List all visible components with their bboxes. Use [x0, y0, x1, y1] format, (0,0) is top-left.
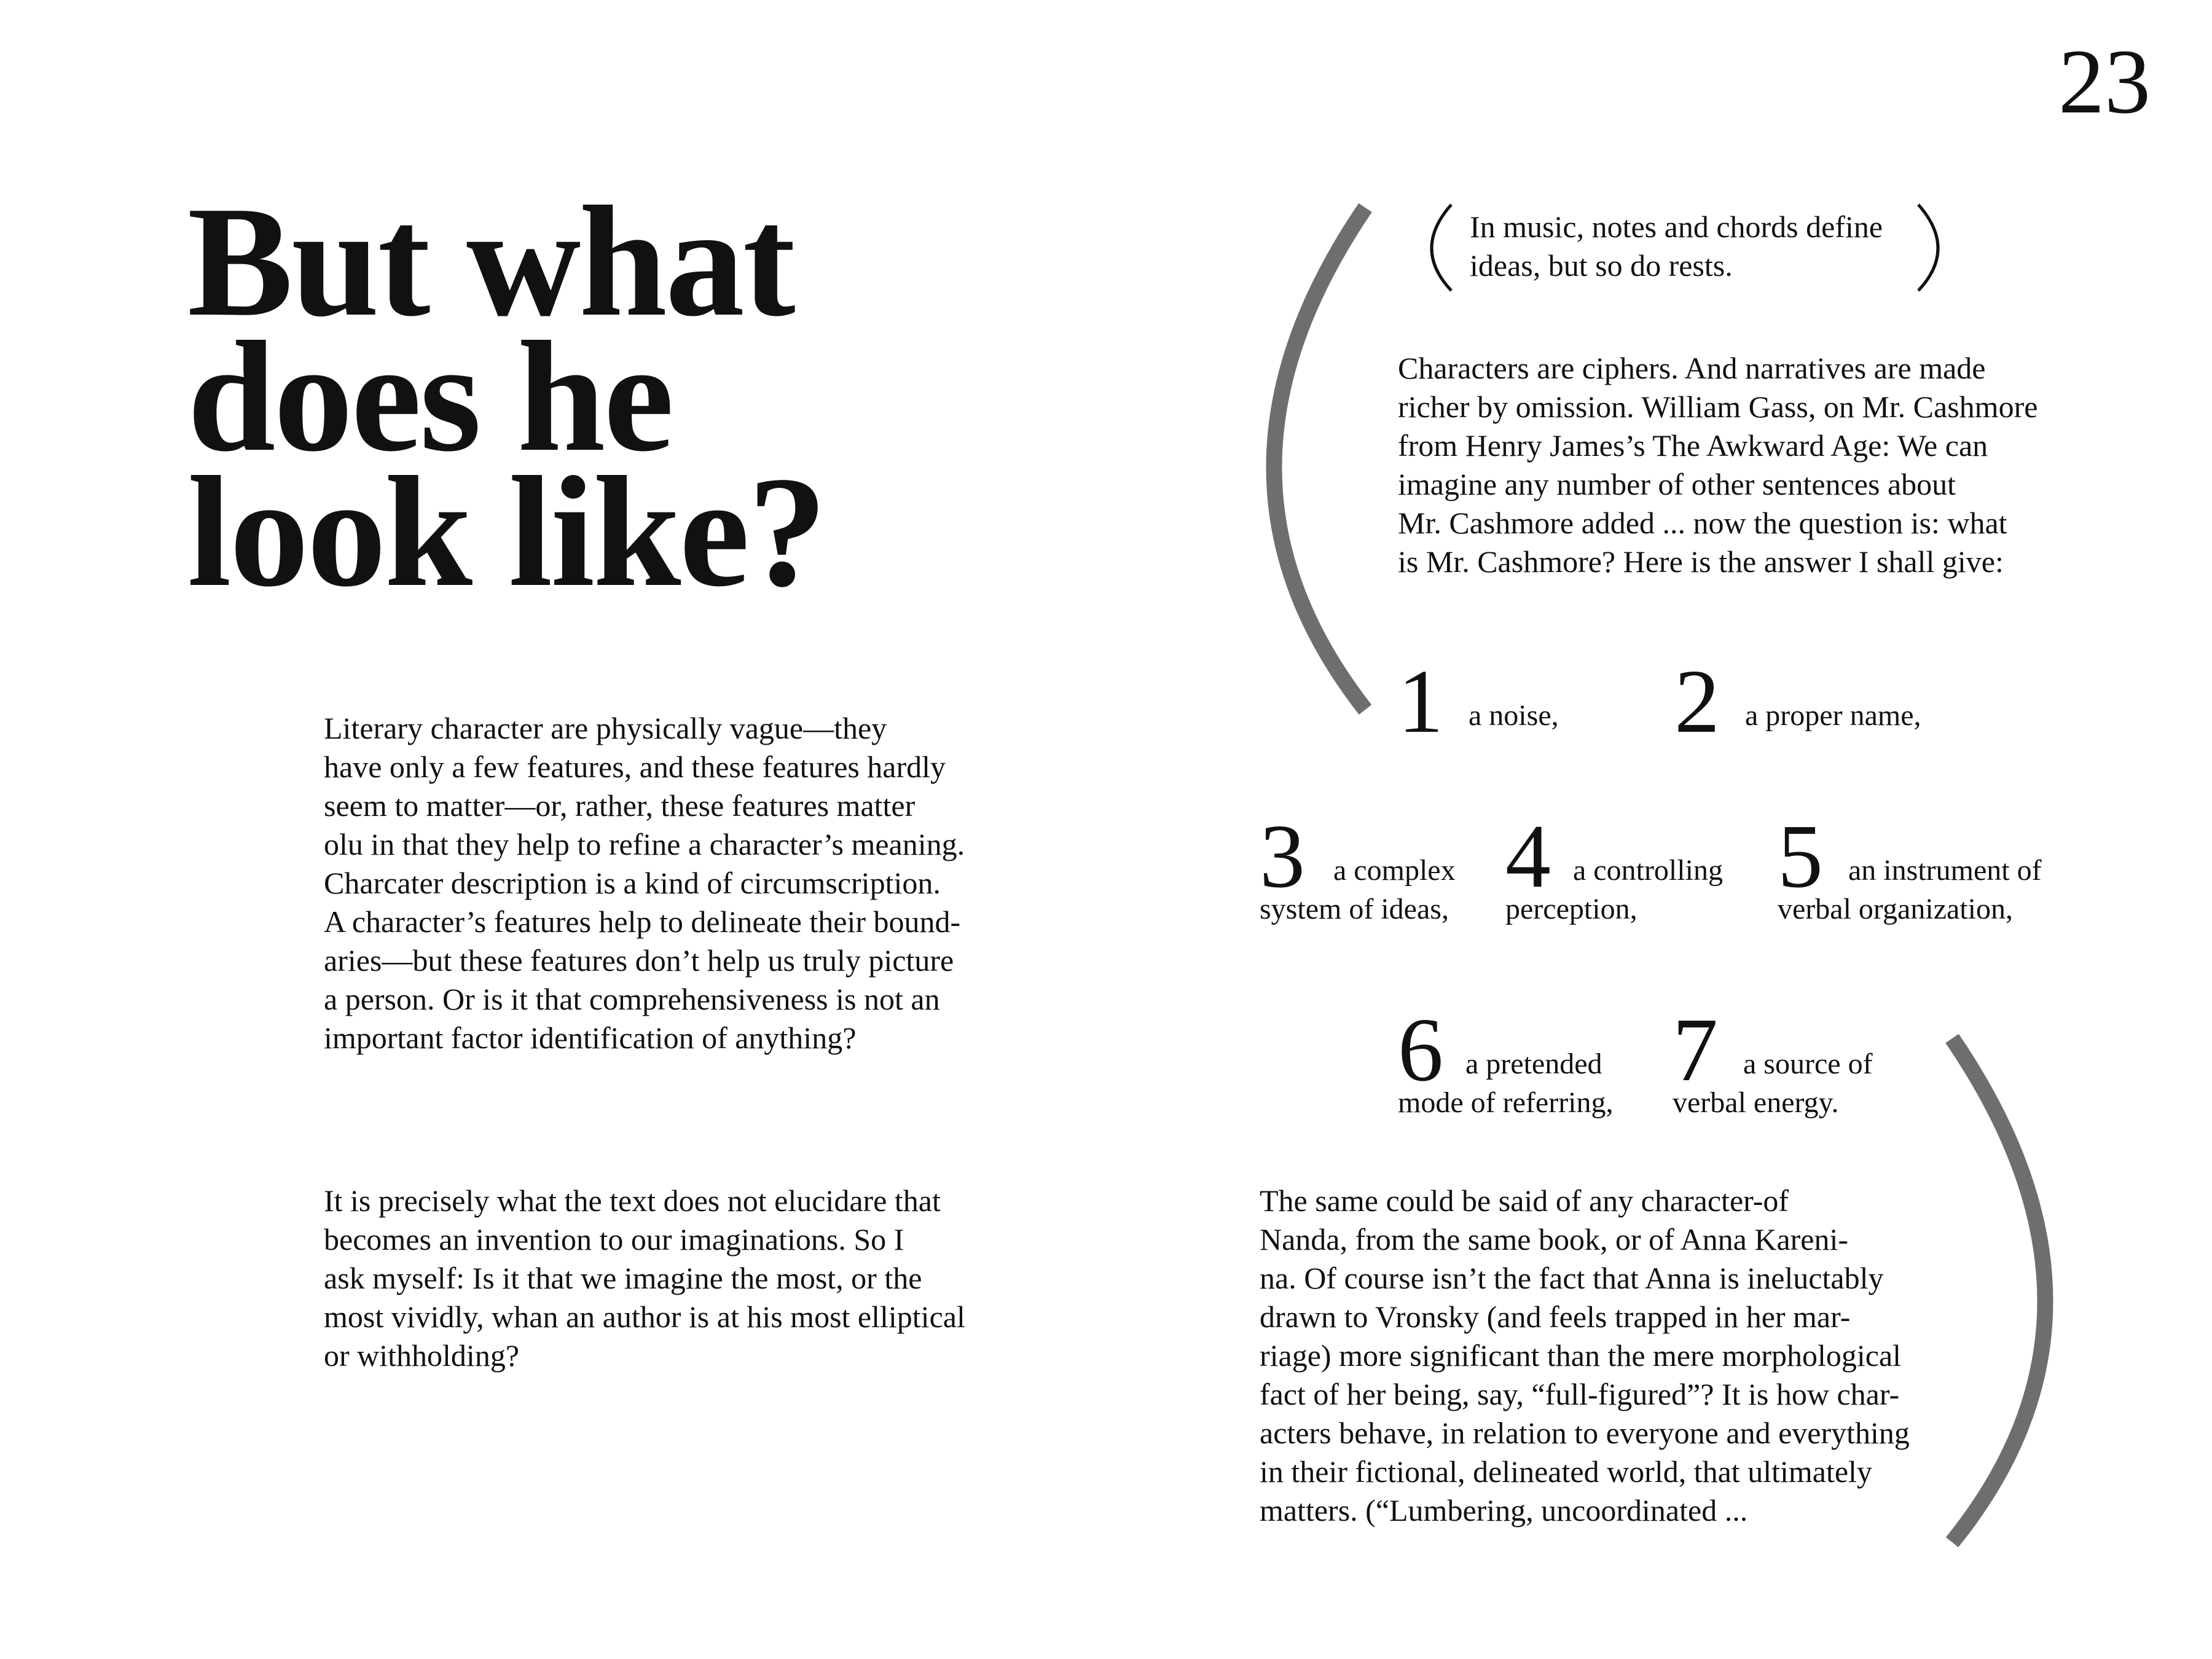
left-paragraph-1: Literary character are physically vague—they have only a few features, and these features hardly seem to matter—or, rather, these features matter olu in that they help to refine a character’s meaning. Charcater description is a kind of circumscription. A character’s features help to delineate their bound- aries—but these features don’t help us truly picture a person. Or is it that comprehensiveness is not an important factor identification of anything?	[324, 711, 965, 1055]
list-item-number: 1	[1398, 651, 1443, 752]
aside-note: In music, notes and chords define ideas, but so do rests.	[1470, 210, 1883, 283]
right-paragraph-2: The same could be said of any character-of Nanda, from the same book, or of Anna Kareni- na. Of course isn’t the fact that Anna is ineluctably drawn to Vronsky (and feels trapped in her mar- riage) more significant than the mere morphological fact of her being, say, “full-figured”? It is how char- acters behave, in relation to everyone and everything in their fictional, delineated world, that ultimately matters. (“Lumbering, uncoordinated ...	[1260, 1183, 1910, 1528]
list-item-number: 6	[1398, 1000, 1443, 1100]
list-item-number: 3	[1260, 806, 1305, 907]
list-item-text: an instrument of verbal organization,	[1778, 854, 2042, 925]
small-open-parenthesis	[1432, 205, 1451, 291]
small-close-parenthesis	[1918, 205, 1938, 291]
left-paragraph-2: It is precisely what the text does not elucidare that becomes an invention to our imaginations. So I ask myself: Is it that we imagine the most, or the most vividly, whan an author is at his most elliptical or withholding?	[324, 1183, 965, 1373]
list-item-number: 5	[1778, 806, 1823, 907]
list-item-number: 7	[1673, 1000, 1718, 1100]
list-item-text: a proper name,	[1745, 699, 1921, 732]
list-item-text: a controlling perception,	[1505, 854, 1723, 925]
list-item-text: a noise,	[1469, 699, 1559, 732]
list-item-text: a complex system of ideas,	[1260, 854, 1456, 925]
large-open-parenthesis	[1274, 208, 1366, 710]
page-number: 23	[2058, 31, 2151, 133]
list-item-text: a source of verbal energy.	[1673, 1048, 1873, 1119]
list-item-number: 2	[1674, 651, 1720, 752]
list-item-text: a pretended mode of referring,	[1398, 1048, 1614, 1119]
page-title: But what does he look like?	[187, 173, 826, 619]
list-item-number: 4	[1505, 806, 1551, 907]
right-paragraph-1: Characters are ciphers. And narratives are made richer by omission. William Gass, on Mr. Cashmore from Henry James’s The Awkward Age: We can imagine any number of other sentences about Mr. Cashmore added ... now the question is: what is Mr. Cashmore? Here is the answer I shall give:	[1398, 351, 2038, 579]
